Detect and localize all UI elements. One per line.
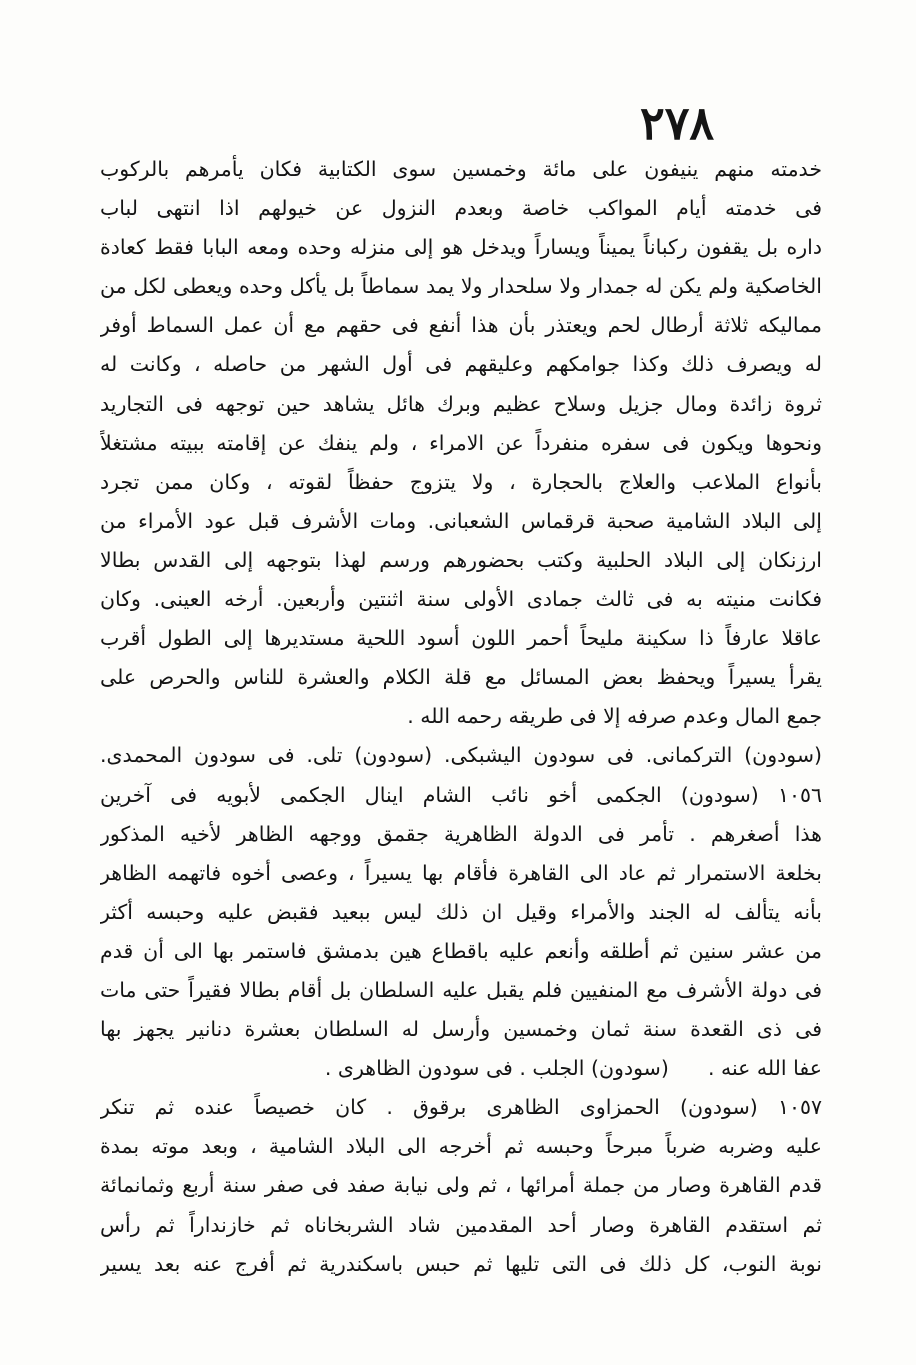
text-line: فى ذى القعدة سنة ثمان وخمسين وأرسل له السلطان بعشرة دنانير يجهز بها bbox=[100, 1017, 822, 1042]
text-line: بأنواع الملاعب والعلاج بالحجارة ، ولا يتزوج حفظاً لقوته ، وكان ممن تجرد bbox=[100, 469, 822, 494]
text-line: فى خدمته أيام المواكب خاصة وبعدم النزول عن خيولهم اذا انتهى لباب bbox=[100, 196, 822, 221]
text-line: بأنه يتألف له الجند والأمراء وقيل ان ذلك ليس ببعيد فقبض عليه وحبسه أكثر bbox=[100, 899, 822, 924]
text-line: له ويصرف ذلك وكذا جوامكهم وعليقهم فى أول الشهر من حاصله ، وكانت له bbox=[100, 352, 822, 377]
body-text bbox=[100, 150, 822, 1284]
text-line: فكانت منيته به فى ثالث جمادى الأولى سنة اثنتين وأربعين. أرخه العينى. وكان bbox=[100, 587, 822, 612]
text-line: نوبة النوب، كل ذلك فى التى تليها ثم حبس باسكندرية ثم أفرج عنه بعد يسير bbox=[100, 1251, 822, 1276]
text-line: هذا أصغرهم . تأمر فى الدولة الظاهرية جقمق ووجهه الظاهر لأخيه المذكور bbox=[100, 821, 822, 846]
cross-reference-line: (سودون) التركمانى. فى سودون اليشبكى. (سودون) تلى. فى سودون المحمدى. bbox=[100, 743, 822, 768]
text-line: يقرأ يسيراً ويحفظ بعض المسائل مع قلة الكلام والعشرة للناس والحرص على bbox=[100, 665, 822, 690]
text-line: ثروة زائدة ومال جزيل وسلاح عظيم وبرك هائل يشاهد حين توجهه فى التجاريد bbox=[100, 391, 822, 416]
entry-1056-heading-line: ١٠٥٦ (سودون) الجكمى أخو نائب الشام اينال الجكمى لأبويه فى آخرين bbox=[100, 782, 822, 807]
text-line: قدم القاهرة وصار من جملة أمرائها ، ثم ولى نيابة صفد فى صفر سنة أربع وثمانمائة bbox=[100, 1173, 822, 1198]
text-line: بخلعة الاستمرار ثم عاد الى القاهرة فأقام بها يسيراً ، وعصى أخوه فاتهمه الظاهر bbox=[100, 860, 822, 885]
text-line: عليه وضربه ضرباً مبرحاً وحبسه ثم أخرجه الى البلاد الشامية ، وبعد موته بمدة bbox=[100, 1134, 822, 1159]
text-line: الخاصكية ولم يكن له جمدار ولا سلحدار ولا يمد سماطاً بل يأكل وحده ويعطى لكل من bbox=[100, 274, 822, 299]
text-line: إلى البلاد الشامية صحبة قرقماس الشعبانى. ومات الأشرف قبل عود الأمراء من bbox=[100, 508, 822, 533]
text-line: فى دولة الأشرف مع المنفيين فلم يقبل عليه السلطان بل أقام بطالا فقيراً حتى مات bbox=[100, 977, 822, 1002]
text-line: خدمته منهم ينيفون على مائة وخمسين سوى الكتابية فكان يأمرهم بالركوب bbox=[100, 157, 822, 181]
text-line-with-cross-reference: عفا الله عنه . (سودون) الجلب . فى سودون الظاهرى . bbox=[324, 1056, 822, 1081]
text-line-paragraph-end: جمع المال وعدم صرفه إلا فى طريقه رحمه الله . bbox=[407, 704, 822, 729]
entry-1057-heading-line: ١٠٥٧ (سودون) الحمزاوى الظاهرى برقوق . كان خصيصاً عنده ثم تنكر bbox=[100, 1095, 822, 1120]
text-line: ارزنكان إلى البلاد الحلبية وكتب بحضورهم ورسم لهذا بتوجهه إلى القدس بطالا bbox=[100, 547, 822, 572]
text-line: ثم استقدم القاهرة وصار أحد المقدمين شاد الشربخاناه ثم خازنداراً ثم رأس bbox=[100, 1212, 822, 1237]
text-line: من عشر سنين ثم أطلقه وأنعم عليه باقطاع هين بدمشق فاستمر بها الى أن قدم bbox=[100, 938, 822, 963]
text-line: مماليكه ثلاثة أرطال لحم ويعتذر بأن هذا أنفع فى حقهم مع أن عمل السماط أوفر bbox=[100, 313, 822, 338]
text-line: داره بل يقفون ركباناً يميناً ويساراً ويدخل هو إلى منزله وحده ومعه البابا فقط كعادة bbox=[100, 235, 822, 260]
text-line: عاقلا عارفاً ذا سكينة مليحاً أحمر اللون أسود اللحية مستديرها إلى الطول أقرب bbox=[100, 626, 822, 651]
text-line: ونحوها ويكون فى سفره منفرداً عن الامراء ، ولم ينفك عن إقامته ببيته مشتغلاً bbox=[100, 430, 822, 455]
page-number: ٢٧٨ bbox=[640, 96, 715, 150]
